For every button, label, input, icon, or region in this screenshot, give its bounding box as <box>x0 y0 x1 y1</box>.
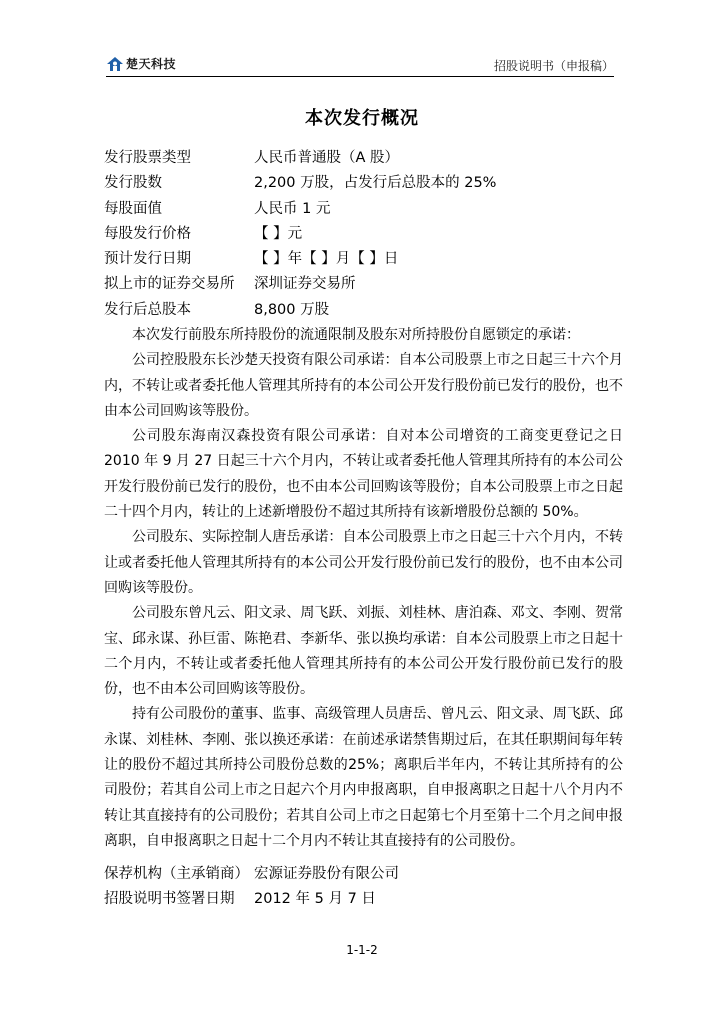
page-title: 本次发行概况 <box>305 108 419 129</box>
offering-tail-info <box>104 862 624 913</box>
logo-icon <box>106 56 124 72</box>
overview-label: 发行股数 <box>104 175 162 192</box>
body-paragraph: 本次发行前股东所持股份的流通限制及股东对所持股份自愿锁定的承诺： <box>132 327 580 343</box>
overview-row <box>104 887 624 912</box>
overview-value: 8,800 万股 <box>254 301 330 318</box>
body-paragraph: 持有公司股份的董事、监事、高级管理人员唐岳、曾凡云、阳文录、周飞跃、邱永谋、刘桂林、李刚、张以换还承诺：在前述承诺禁售期过后，在其任职期间每年转让的股份不超过其所持公司股份总数的25%；离职后半年内，不转让其所持有的公司股份；若其自公司上市之日起六个月内申报离职，自申报离职之日起十八个月内不转让其直接持有的公司股份；若其自公司上市之日起第七个月至第十二个月之间申报离职，自申报离职之日起十二个月内不转让其直接持有的公司股份。 <box>104 706 623 849</box>
overview-row <box>104 862 624 887</box>
overview-value: 深圳证券交易所 <box>254 276 356 293</box>
overview-row <box>104 247 624 272</box>
overview-value: 2,200 万股，占发行后总股本的 25% <box>254 175 497 192</box>
page-number: 1-1-2 <box>346 943 378 957</box>
logo-text: 楚天科技 <box>126 57 177 71</box>
body-paragraph: 公司股东海南汉森投资有限公司承诺：自对本公司增资的工商变更登记之日 2010 年 9 月 27 日起三十六个月内，不转让或者委托他人管理其所持有的本公司公开发行股份前已发行的股份，也不由本公司回购该等股份；自本公司股票上市之日起二十四个月内，转让的上述新增股份不超过其所持有该新增股份总额的 50%。 <box>104 428 623 521</box>
body-paragraph: 公司股东、实际控制人唐岳承诺：自本公司股票上市之日起三十六个月内，不转让或者委托他人管理其所持有的本公司公开发行股份前已发行的股份，也不由本公司回购该等股份。 <box>104 529 623 596</box>
overview-label: 保荐机构（主承销商） <box>104 866 249 882</box>
overview-value: 【 】年【 】月【 】日 <box>254 251 399 268</box>
overview-row <box>104 222 624 247</box>
header-divider <box>106 76 614 77</box>
overview-row <box>104 171 624 196</box>
page-header <box>106 54 614 74</box>
overview-value: 人民币 1 元 <box>254 200 331 217</box>
lockup-commitments <box>104 323 623 854</box>
offering-overview <box>104 146 624 323</box>
overview-label: 预计发行日期 <box>104 251 191 268</box>
overview-value: 【 】元 <box>254 225 303 242</box>
overview-row <box>104 298 624 323</box>
overview-value: 宏源证券股份有限公司 <box>254 866 399 882</box>
overview-value: 2012 年 5 月 7 日 <box>254 891 376 908</box>
overview-value: 人民币普通股（A 股） <box>254 150 400 166</box>
body-paragraph: 公司股东曾凡云、阳文录、周飞跃、刘振、刘桂林、唐泊森、邓文、李刚、贺常宝、邱永谋、孙巨雷、陈艳君、李新华、张以换均承诺：自本公司股票上市之日起十二个月内，不转让或者委托他人管理其所持有的本公司公开发行股份前已发行的股份，也不由本公司回购该等股份。 <box>104 605 623 698</box>
overview-row <box>104 197 624 222</box>
overview-label: 每股发行价格 <box>104 225 191 242</box>
overview-label: 发行后总股本 <box>104 301 191 318</box>
overview-label: 发行股票类型 <box>104 150 191 166</box>
overview-label: 拟上市的证券交易所 <box>104 276 235 293</box>
overview-label: 招股说明书签署日期 <box>104 891 235 908</box>
document-label: 招股说明书（申报稿） <box>493 59 614 73</box>
overview-row <box>104 272 624 297</box>
body-paragraph: 公司控股股东长沙楚天投资有限公司承诺：自本公司股票上市之日起三十六个月内，不转让或者委托他人管理其所持有的本公司公开发行股份前已发行的股份，也不由本公司回购该等股份。 <box>104 352 623 419</box>
overview-row <box>104 146 624 171</box>
company-logo <box>106 55 176 72</box>
overview-label: 每股面值 <box>104 200 162 217</box>
